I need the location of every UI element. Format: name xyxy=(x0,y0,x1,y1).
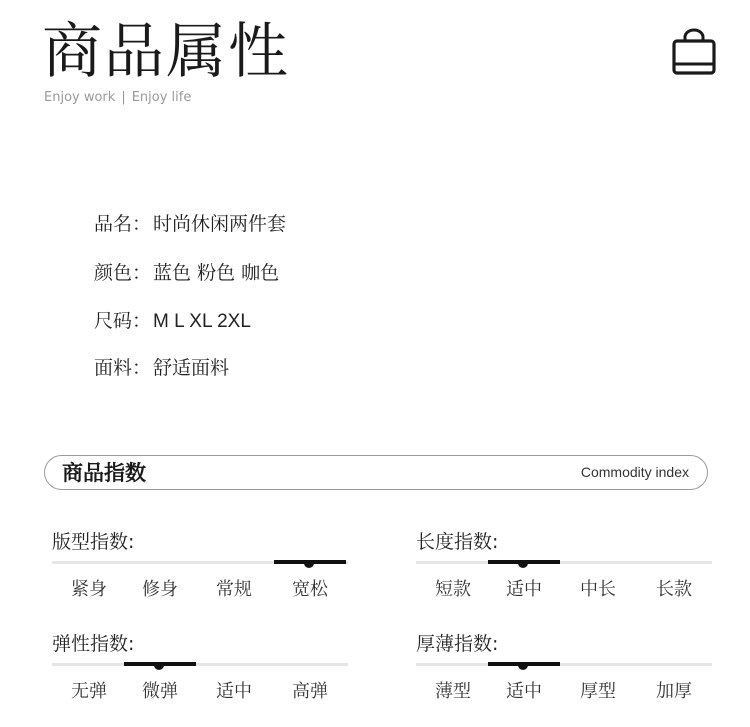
metric-marker xyxy=(274,560,346,564)
metric-title: 弹性指数: xyxy=(52,633,135,655)
metric-thickness xyxy=(416,629,712,709)
metric-title: 版型指数: xyxy=(52,531,135,553)
commodity-index-header xyxy=(44,455,708,490)
metric-option: 适中 xyxy=(506,681,542,702)
metric-option: 适中 xyxy=(216,681,252,702)
metric-option: 无弹 xyxy=(71,681,107,702)
attribute-row-fabric xyxy=(94,353,229,380)
metric-track xyxy=(416,561,712,564)
attribute-colon: ： xyxy=(132,310,152,332)
page-title: 商品属性 xyxy=(42,17,290,87)
metric-option: 厚型 xyxy=(580,681,616,702)
commodity-index-subtitle: Commodity index xyxy=(580,464,689,480)
metric-track xyxy=(52,561,348,564)
metric-option: 中长 xyxy=(580,579,616,600)
shopping-bag-icon[interactable] xyxy=(672,28,716,76)
subtitle-right: Enjoy life xyxy=(131,90,192,105)
metric-fit xyxy=(52,527,348,607)
attribute-colon: ： xyxy=(132,262,152,284)
metric-options xyxy=(416,575,712,599)
metric-option: 常规 xyxy=(216,579,252,600)
metric-title: 长度指数: xyxy=(416,531,499,553)
metric-option: 适中 xyxy=(506,579,542,600)
metric-options xyxy=(52,677,348,701)
attribute-key: 颜色 xyxy=(94,262,133,284)
attribute-row-name xyxy=(94,209,286,236)
attribute-colon: ： xyxy=(132,357,152,379)
attribute-value: M L XL 2XL xyxy=(153,311,251,332)
metric-marker xyxy=(488,560,560,564)
attribute-value: 蓝色 粉色 咖色 xyxy=(153,262,280,284)
metric-marker xyxy=(488,662,560,666)
attribute-row-size xyxy=(94,306,251,333)
metric-option: 长款 xyxy=(656,579,692,600)
attribute-colon: ： xyxy=(132,213,152,235)
metric-option: 微弹 xyxy=(142,681,178,702)
page-subtitle xyxy=(44,90,191,105)
subtitle-left: Enjoy work xyxy=(44,90,116,105)
metric-option: 紧身 xyxy=(71,579,107,600)
metric-elasticity xyxy=(52,629,348,709)
attribute-key: 尺码 xyxy=(94,310,133,332)
attribute-value: 时尚休闲两件套 xyxy=(153,213,287,235)
metric-title: 厚薄指数: xyxy=(416,633,499,655)
metric-track xyxy=(416,663,712,666)
metric-length xyxy=(416,527,712,607)
metric-option: 加厚 xyxy=(656,681,692,702)
metric-options xyxy=(52,575,348,599)
metric-option: 高弹 xyxy=(292,681,328,702)
attribute-row-color xyxy=(94,258,279,285)
metric-option: 短款 xyxy=(435,579,471,600)
metric-options xyxy=(416,677,712,701)
attribute-key: 面料 xyxy=(94,357,133,379)
metric-option: 薄型 xyxy=(435,681,471,702)
subtitle-separator: | xyxy=(121,90,126,105)
attribute-value: 舒适面料 xyxy=(153,357,230,379)
metric-marker xyxy=(124,662,196,666)
metric-option: 修身 xyxy=(142,579,178,600)
metric-track xyxy=(52,663,348,666)
commodity-index-title: 商品指数 xyxy=(62,461,146,485)
attribute-key: 品名 xyxy=(94,213,133,235)
metric-option: 宽松 xyxy=(292,579,328,600)
